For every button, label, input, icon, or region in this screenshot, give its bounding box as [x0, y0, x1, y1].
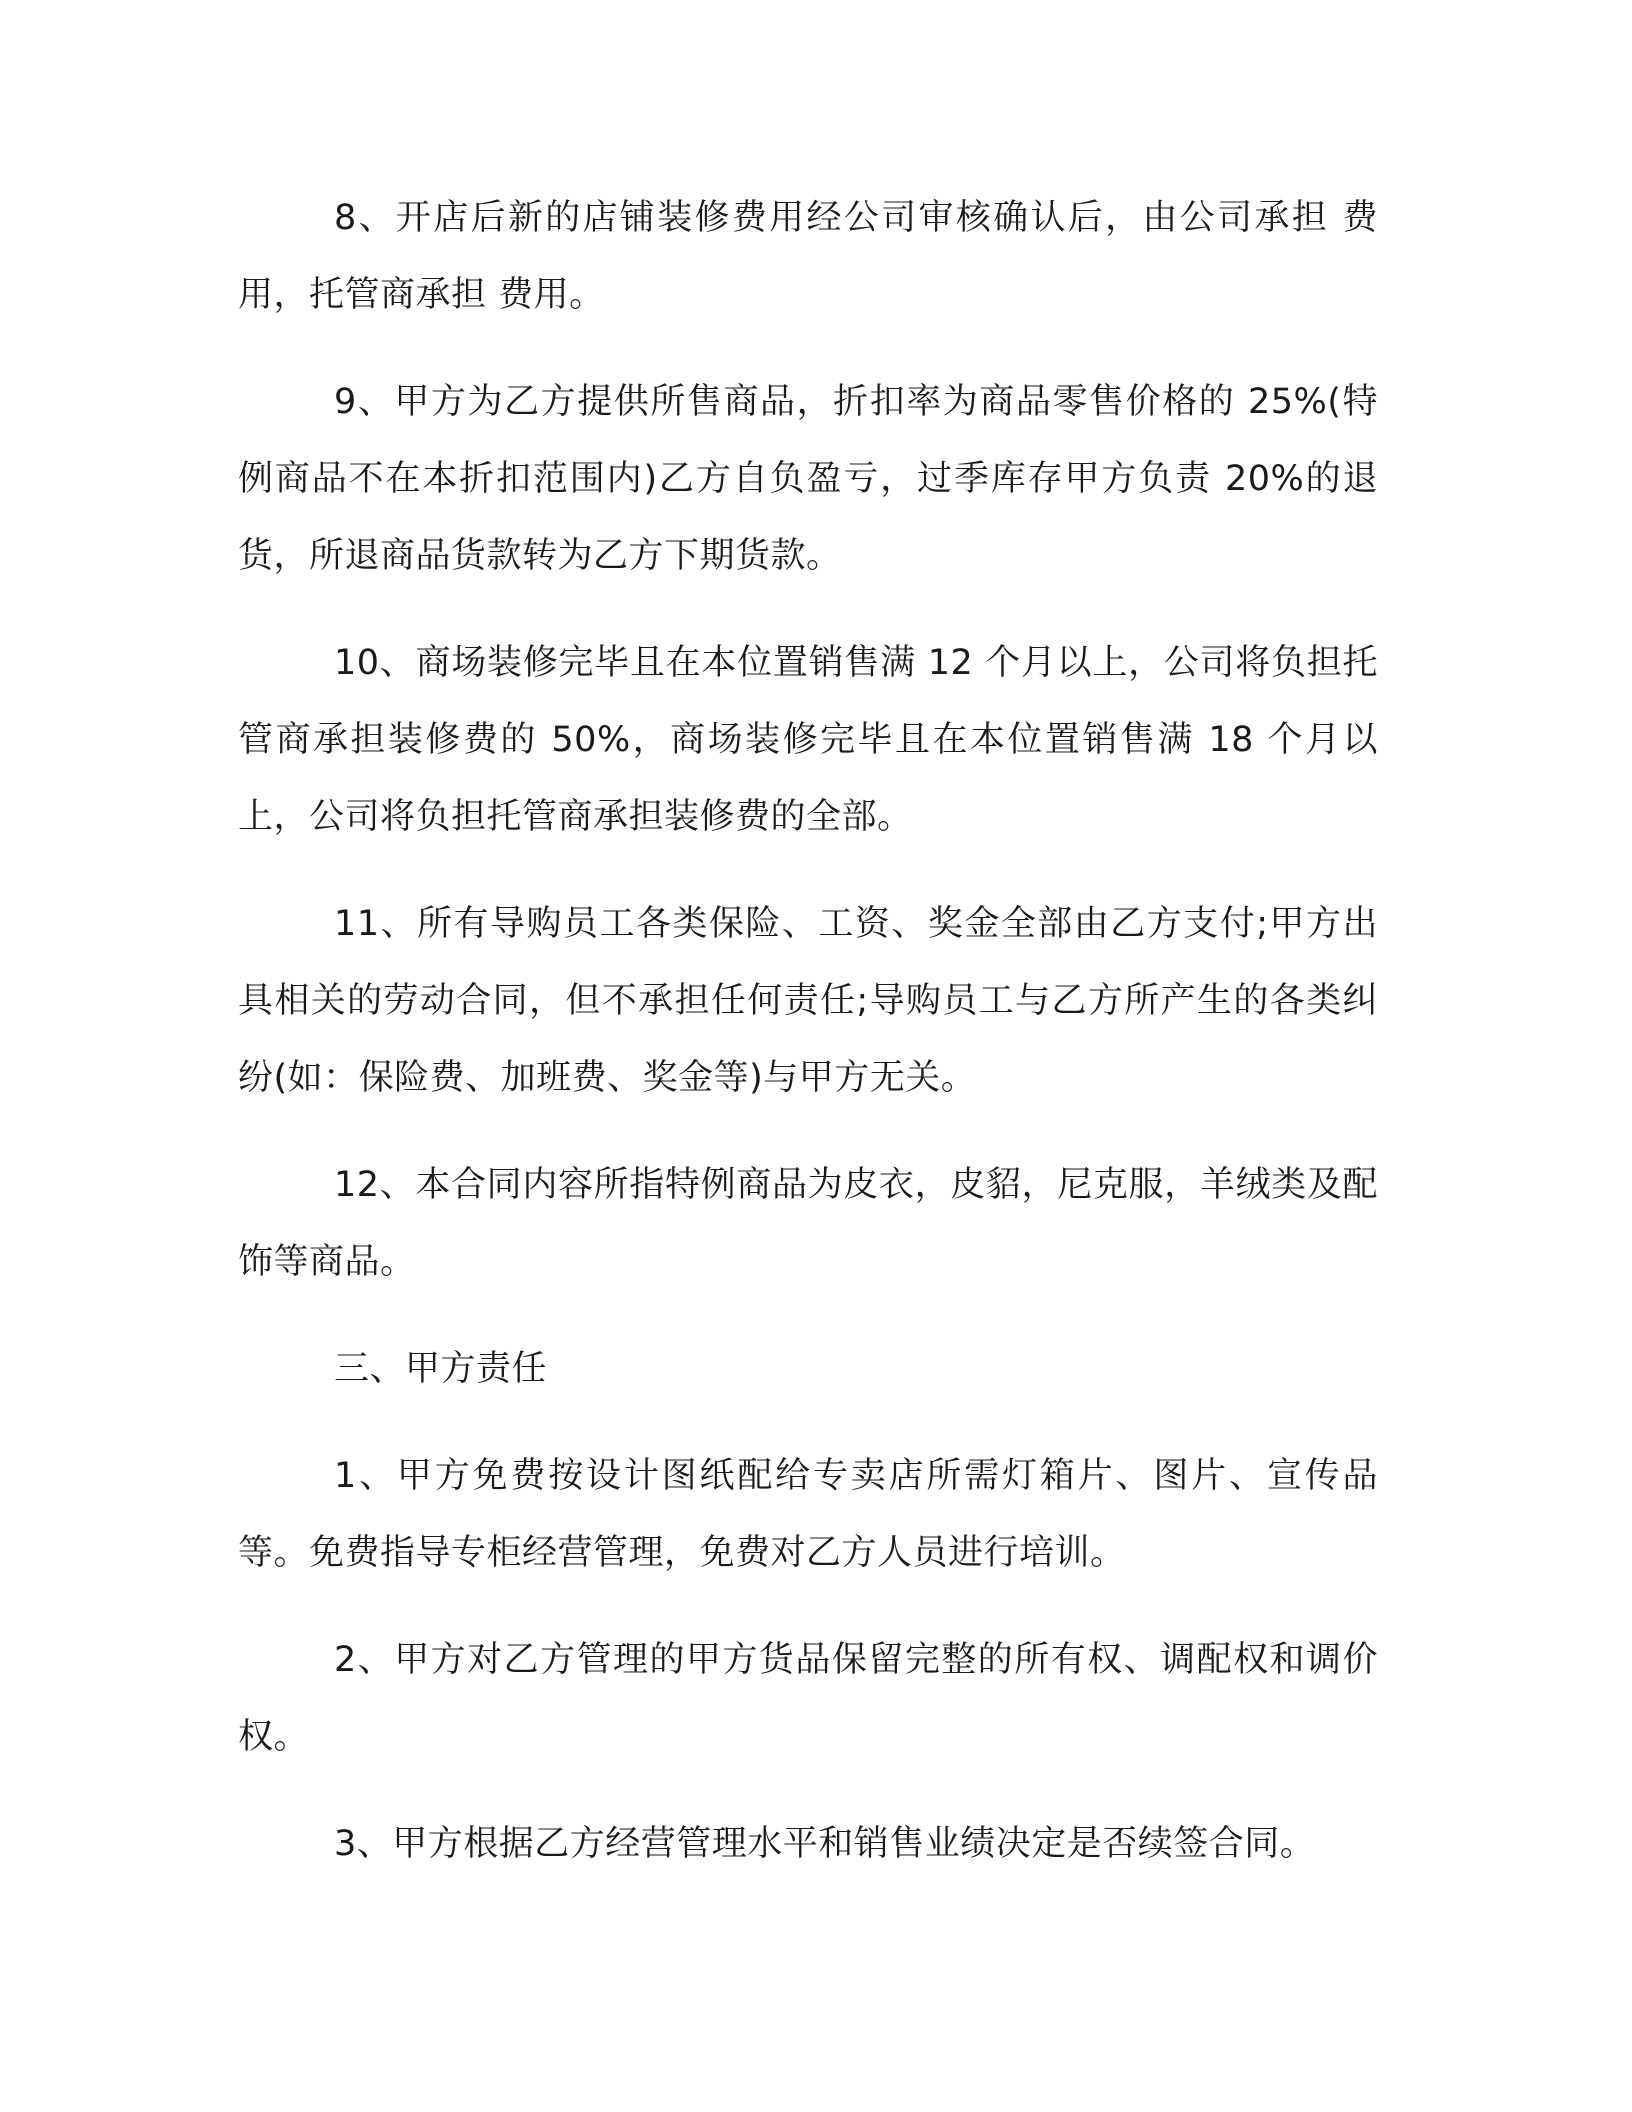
duty-3: 3、甲方根据乙方经营管理水平和销售业绩决定是否续签合同。 — [334, 1824, 1316, 1864]
clause-11: 11、所有导购员工各类保险、工资、奖金全部由乙方支付;甲方出具相关的劳动合同，但不承担任何责任;导购员工与乙方所产生的各类纠纷(如：保险费、加班费、奖金等)与甲方无关。 — [238, 904, 1378, 1098]
document-body — [238, 180, 1378, 1913]
duty-2: 2、甲方对乙方管理的甲方货品保留完整的所有权、调配权和调价权。 — [238, 1640, 1378, 1757]
clause-9: 9、甲方为乙方提供所售商品，折扣率为商品零售价格的 25%(特例商品不在本折扣范围内)乙方自负盈亏，过季库存甲方负责 20%的退货，所退商品货款转为乙方下期货款。 — [238, 382, 1378, 576]
duty-1: 1、甲方免费按设计图纸配给专卖店所需灯箱片、图片、宣传品等。免费指导专柜经营管理，免费对乙方人员进行培训。 — [238, 1456, 1378, 1573]
section-heading-party-a-duties: 三、甲方责任 — [334, 1349, 548, 1389]
clause-8: 8、开店后新的店铺装修费用经公司审核确认后，由公司承担 费用，托管商承担 费用。 — [238, 198, 1378, 315]
clause-10: 10、商场装修完毕且在本位置销售满 12 个月以上，公司将负担托管商承担装修费的 50%，商场装修完毕且在本位置销售满 18 个月以上，公司将负担托管商承担装修费的全部。 — [238, 643, 1378, 837]
clause-12: 12、本合同内容所指特例商品为皮衣，皮貂，尼克服，羊绒类及配饰等商品。 — [238, 1165, 1378, 1282]
